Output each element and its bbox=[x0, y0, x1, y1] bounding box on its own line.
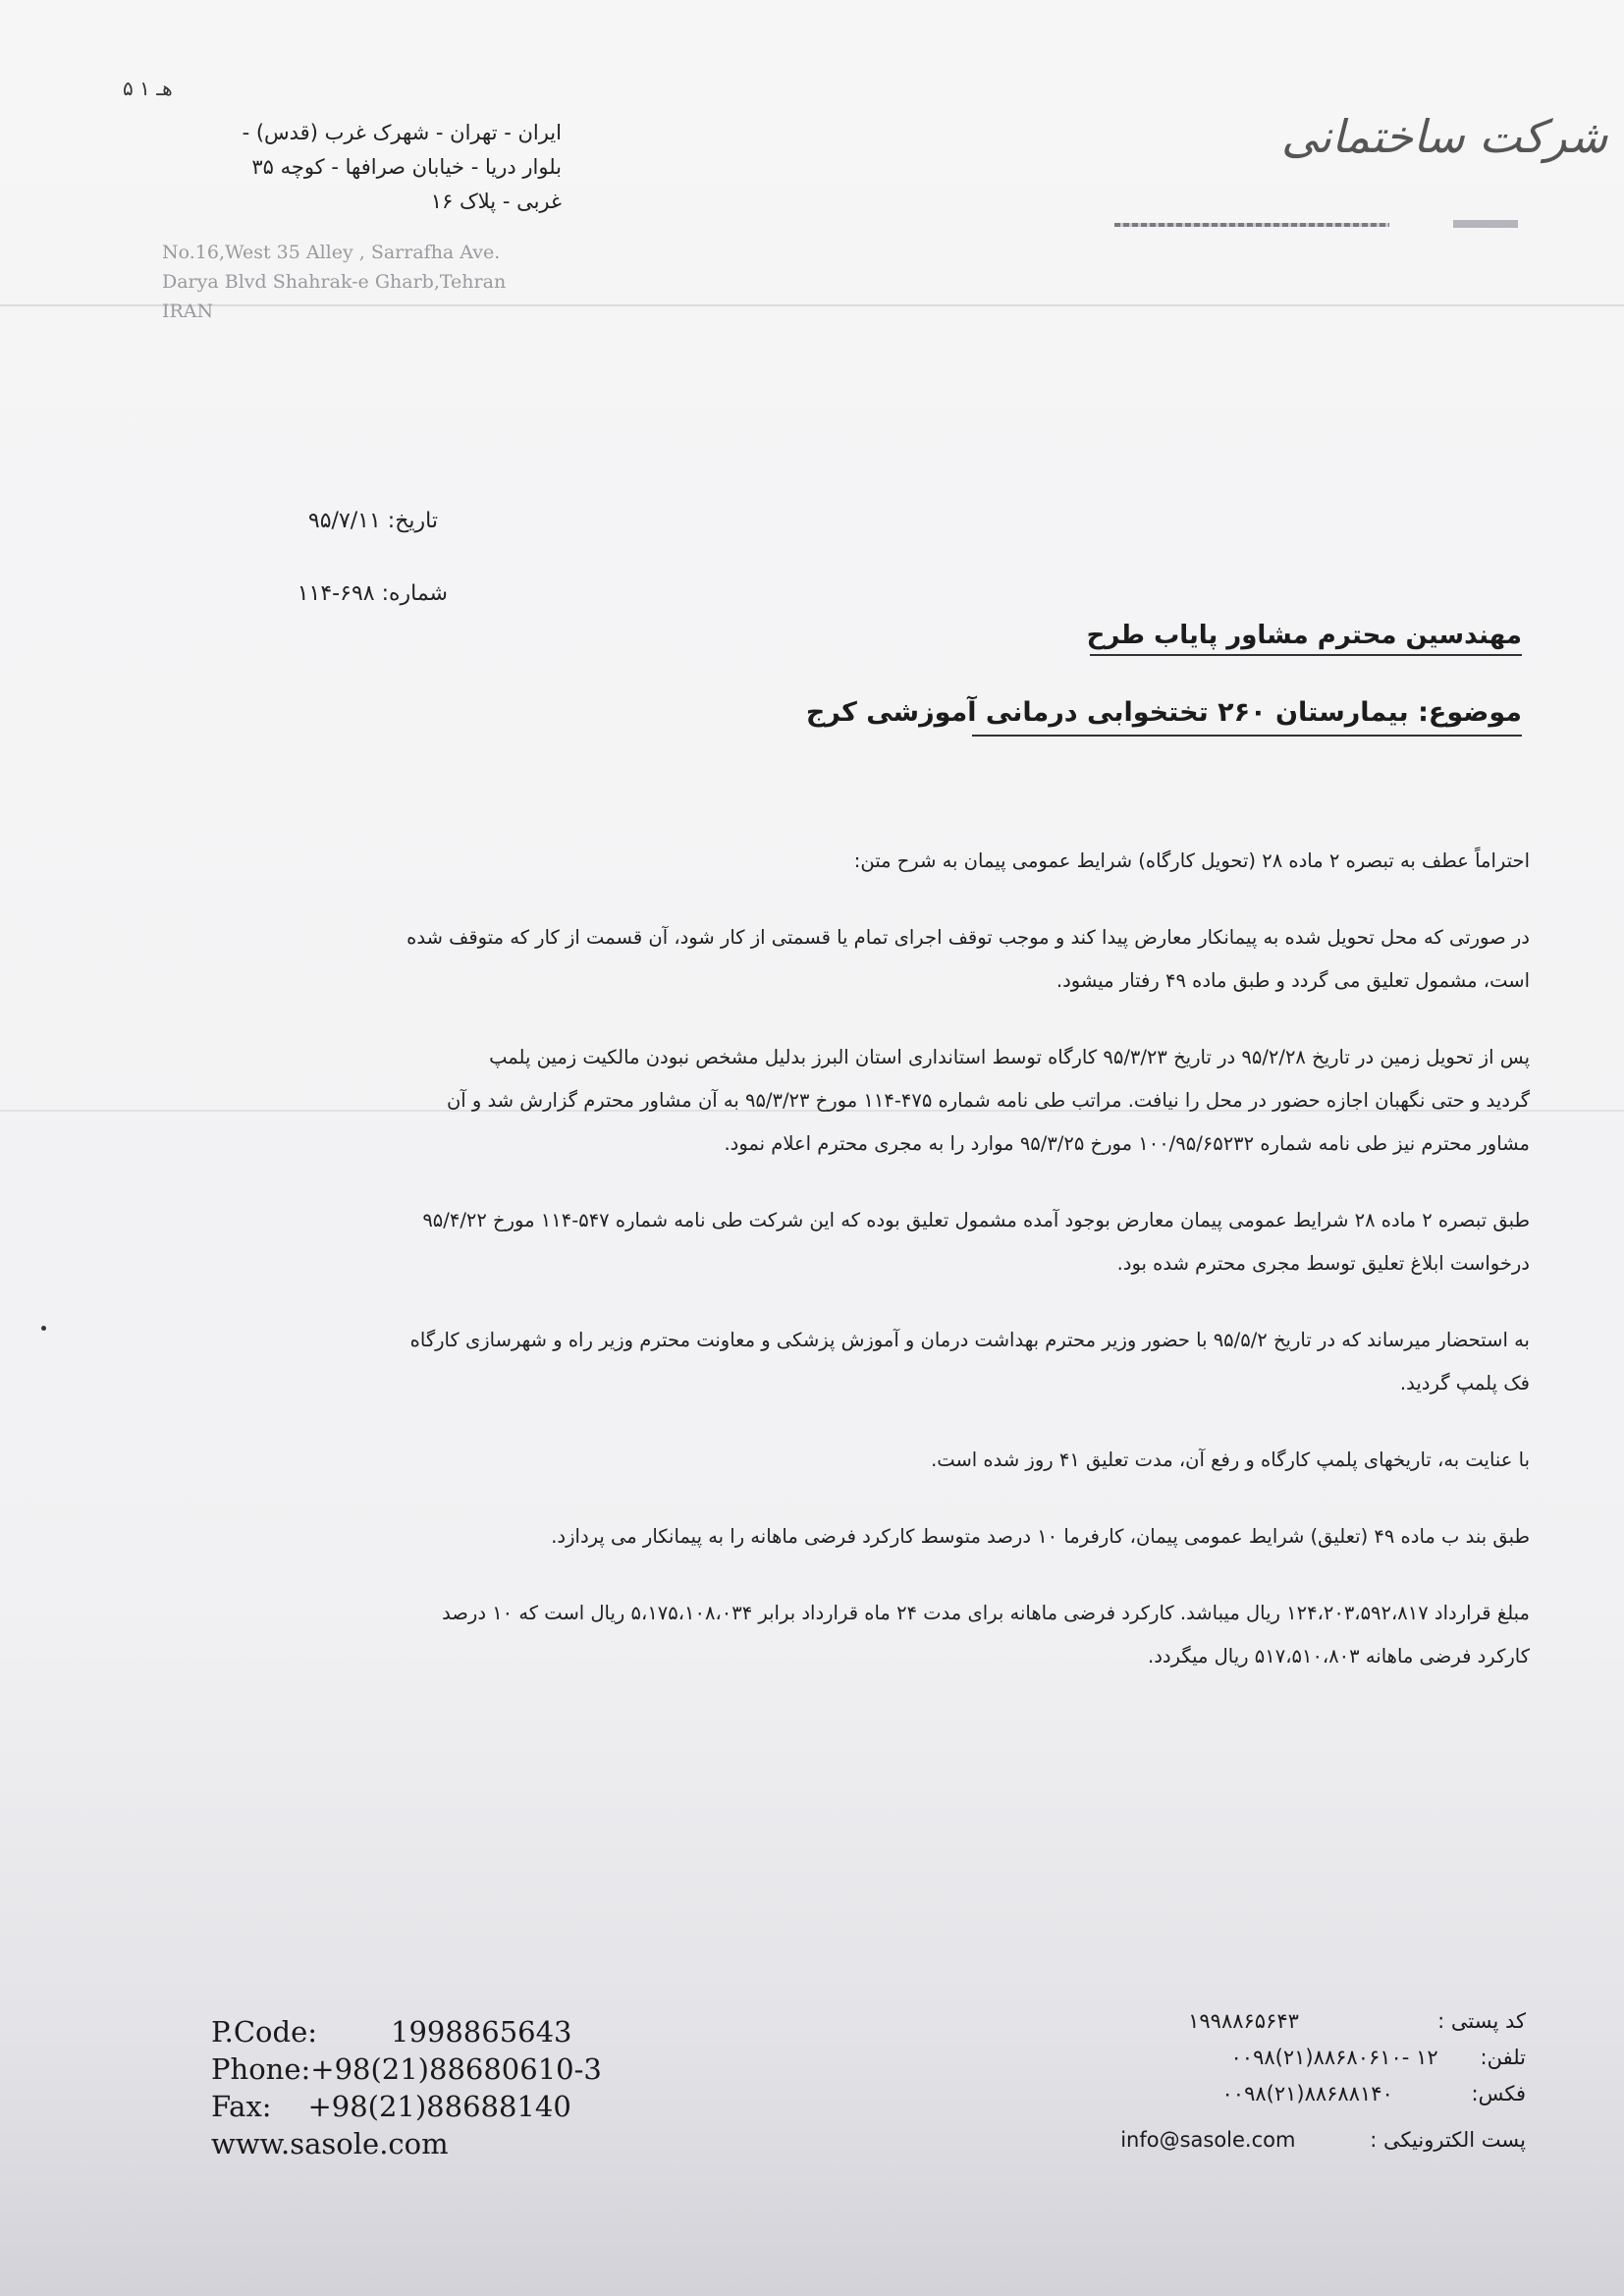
paragraph bbox=[234, 1199, 1530, 1285]
address-english bbox=[162, 238, 574, 326]
logo-rule bbox=[1114, 223, 1389, 227]
address-line: ایران - تهران - شهرک غرب (قدس) - bbox=[242, 121, 562, 144]
footer-contact-persian bbox=[1113, 2003, 1526, 2159]
footer-contact-english bbox=[211, 2013, 602, 2162]
margin-dot bbox=[41, 1326, 46, 1331]
body-line: کارکرد فرضی ماهانه ۵۱۷،۵۱۰،۸۰۳ ریال میگردد. bbox=[1148, 1645, 1530, 1667]
pcode-label: P.Code: bbox=[211, 2015, 317, 2049]
recipient: مهندسین محترم مشاور پایاب طرح bbox=[1086, 621, 1522, 650]
phone-value-fa: ۰۰۹۸(۲۱)۸۸۶۸۰۶۱۰- ۱۲ bbox=[1230, 2046, 1438, 2069]
pcode-label-fa: کد پستی : bbox=[1437, 2009, 1526, 2033]
body-line: گردید و حتی نگهبان اجازه حضور در محل را نیافت. مراتب طی نامه شماره ۴۷۵-۱۱۴ مورخ ۹۵/۳/۲۳ به آن مشاور محترم گزارش شد و آن bbox=[446, 1089, 1530, 1112]
website-link[interactable]: www.sasole.com bbox=[211, 2127, 449, 2160]
phone-value: +98(21)88680610-3 bbox=[310, 2052, 602, 2086]
fax-label-fa: فکس: bbox=[1471, 2082, 1526, 2105]
letter-body bbox=[234, 840, 1530, 1712]
subject: موضوع: بیمارستان ۲۶۰ تختخوابی درمانی آموزشی کرج bbox=[805, 697, 1522, 728]
address-line: No.16,West 35 Alley , Sarrafha Ave. bbox=[162, 242, 501, 263]
phone-label-fa: تلفن: bbox=[1480, 2046, 1526, 2069]
paragraph bbox=[234, 1439, 1530, 1482]
fax-value-fa: ۰۰۹۸(۲۱)۸۸۶۸۸۱۴۰ bbox=[1221, 2082, 1393, 2105]
body-line: است، مشمول تعلیق می گردد و طبق ماده ۴۹ رفتار میشود. bbox=[1056, 969, 1530, 992]
recipient-underline bbox=[1090, 654, 1522, 656]
body-line: فک پلمپ گردید. bbox=[1399, 1372, 1530, 1394]
fax-value: +98(21)88688140 bbox=[307, 2090, 571, 2123]
fax-label: Fax: bbox=[211, 2090, 272, 2123]
paragraph bbox=[234, 1592, 1530, 1678]
company-logo: شرکت ساختمانی bbox=[1281, 110, 1608, 163]
paragraph bbox=[234, 1319, 1530, 1405]
body-line: در صورتی که محل تحویل شده به پیمانکار معارض پیدا کند و موجب توقف اجرای تمام یا قسمتی از کار شود، آن قسمت از کار که متوقف شده bbox=[406, 926, 1530, 949]
paragraph bbox=[234, 1515, 1530, 1558]
pcode-value: 1998865643 bbox=[391, 2015, 572, 2049]
logo-rule bbox=[1453, 220, 1518, 228]
fax-mark: هـ ۱ ۵ bbox=[123, 77, 173, 100]
letter-date: تاریخ: ۹۵/۷/۱۱ bbox=[307, 509, 438, 533]
body-line: طبق تبصره ۲ ماده ۲۸ شرایط عمومی پیمان معارض بوجود آمده مشمول تعلیق بوده که این شرکت طی نامه شماره ۵۴۷-۱۱۴ مورخ ۹۵/۴/۲۲ bbox=[422, 1209, 1530, 1231]
paragraph bbox=[234, 916, 1530, 1003]
body-line: پس از تحویل زمین در تاریخ ۹۵/۲/۲۸ در تاریخ ۹۵/۳/۲۳ کارگاه توسط استانداری استان البرز بدلیل مشخص نبودن مالکیت زمین پلمپ bbox=[489, 1046, 1530, 1068]
paragraph bbox=[234, 840, 1530, 883]
email-label-fa: پست الکترونیکی : bbox=[1370, 2128, 1526, 2152]
subject-underline bbox=[972, 735, 1522, 737]
body-line: مبلغ قرارداد ۱۲۴،۲۰۳،۵۹۲،۸۱۷ ریال میباشد. کارکرد فرضی ماهانه برای مدت ۲۴ ماه قرارداد برابر ۵،۱۷۵،۱۰۸،۰۳۴ ریال است که ۱۰ درصد bbox=[442, 1602, 1530, 1624]
body-line: طبق بند ب ماده ۴۹ (تعلیق) شرایط عمومی پیمان، کارفرما ۱۰ درصد متوسط کارکرد فرضی ماهانه را به پیمانکار می پردازد. bbox=[551, 1525, 1530, 1548]
letter-number: شماره: ۶۹۸-۱۱۴ bbox=[297, 581, 448, 606]
body-line: با عنایت به، تاریخهای پلمپ کارگاه و رفع آن، مدت تعلیق ۴۱ روز شده است. bbox=[931, 1449, 1530, 1471]
address-line: Darya Blvd Shahrak-e Gharb,Tehran bbox=[162, 271, 507, 293]
address-line: IRAN bbox=[162, 301, 214, 322]
address-line: غربی - پلاک ۱۶ bbox=[430, 190, 562, 213]
body-line: احتراماً عطف به تبصره ۲ ماده ۲۸ (تحویل کارگاه) شرایط عمومی پیمان به شرح متن: bbox=[853, 849, 1530, 872]
pcode-value-fa: ۱۹۹۸۸۶۵۶۴۳ bbox=[1188, 2009, 1299, 2033]
body-line: به استحضار میرساند که در تاریخ ۹۵/۵/۲ با حضور وزیر محترم بهداشت درمان و آموزش پزشکی و معاونت محترم وزیر راه و شهرسازی کارگاه bbox=[409, 1329, 1530, 1351]
address-persian bbox=[110, 116, 562, 219]
paragraph bbox=[234, 1036, 1530, 1166]
body-line: مشاور محترم نیز طی نامه شماره ۱۰۰/۹۵/۶۵۲۳۲ مورخ ۹۵/۳/۲۵ موارد را به مجری محترم اعلام نمود. bbox=[724, 1132, 1530, 1155]
email-link[interactable]: info@sasole.com bbox=[1120, 2128, 1296, 2152]
phone-label: Phone: bbox=[211, 2052, 311, 2086]
address-line: بلوار دریا - خیابان صرافها - کوچه ۳۵ bbox=[251, 155, 562, 179]
body-line: درخواست ابلاغ تعلیق توسط مجری محترم شده بود. bbox=[1116, 1252, 1530, 1275]
